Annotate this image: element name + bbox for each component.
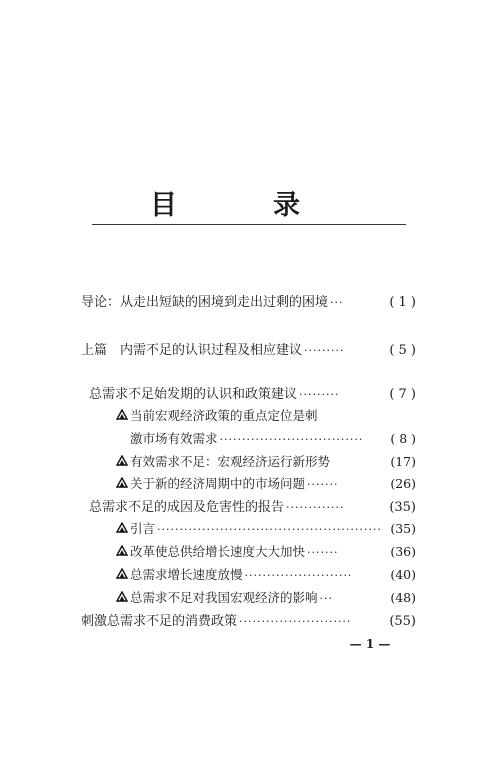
triangle-marker-icon	[116, 409, 128, 420]
entry-label: 导论：从走出短缺的困境到走出过剩的困境	[81, 295, 329, 310]
title-char-1: 目	[150, 190, 177, 221]
page-number: (35)	[390, 521, 416, 536]
toc-entry-section[interactable]	[116, 406, 416, 424]
entry-label: 关于新的经济周期中的市场问题	[130, 476, 306, 491]
page-number: (35)	[389, 500, 416, 515]
entry-label: 总需求不足对我国宏观经济的影响	[130, 590, 318, 605]
dot-leader: ·········	[299, 388, 340, 401]
toc-entry-chapter[interactable]	[89, 496, 416, 515]
entry-label: 激市场有效需求	[130, 431, 218, 446]
triangle-marker-icon	[116, 455, 128, 466]
page-number: (36)	[390, 544, 416, 559]
page-number: (26)	[390, 476, 416, 491]
dot-leader: ·························	[239, 615, 352, 628]
page-number: (40)	[390, 567, 416, 582]
toc-entry-section-continued[interactable]	[130, 429, 416, 447]
page-number: (48)	[390, 590, 416, 605]
page-number: ( 5 )	[389, 343, 416, 358]
page-folio: — 1 —	[349, 637, 391, 651]
toc-entry-intro[interactable]	[81, 291, 416, 310]
dot-leader: ························	[244, 569, 353, 582]
triangle-marker-icon	[116, 545, 128, 556]
toc-entry-part1[interactable]	[81, 339, 416, 358]
page-number: ( 1 )	[389, 295, 416, 310]
triangle-marker-icon	[116, 477, 128, 488]
entry-label: 总需求不足始发期的认识和政策建议	[89, 387, 298, 402]
dot-leader: ··················································	[157, 523, 382, 536]
toc-entry-chapter[interactable]	[81, 610, 416, 629]
dot-leader: ·········	[304, 344, 345, 357]
toc-entry-section[interactable]	[116, 565, 416, 583]
dot-leader: ·······	[307, 478, 339, 491]
page-number: ( 7 )	[389, 387, 416, 402]
dot-leader: ···	[319, 592, 334, 605]
entry-label: 有效需求不足：宏观经济运行新形势	[130, 454, 331, 469]
entry-label: 当前宏观经济政策的重点定位是刺	[130, 408, 318, 423]
entry-label: 引言	[130, 521, 156, 536]
dot-leader: ·······	[307, 546, 339, 559]
entry-label: 总需求不足的成因及危害性的报告	[89, 500, 285, 515]
dot-leader: ·············	[286, 501, 345, 514]
toc-entry-section[interactable]	[116, 542, 416, 560]
toc-entry-section[interactable]	[116, 452, 416, 470]
page-number: (55)	[389, 614, 416, 629]
dot-leader: ···	[330, 296, 344, 309]
toc-entry-chapter[interactable]	[89, 383, 416, 402]
entry-label: 改革使总供给增长速度大大加快	[130, 544, 306, 559]
title-char-2: 录	[273, 190, 300, 221]
toc-entry-section[interactable]	[116, 588, 416, 606]
dot-leader: ································	[219, 433, 364, 446]
page-number: ( 8 )	[390, 431, 416, 446]
triangle-marker-icon	[116, 522, 128, 533]
entry-label: 刺激总需求不足的消费政策	[81, 614, 238, 629]
toc-entry-section[interactable]	[116, 474, 416, 492]
triangle-marker-icon	[116, 568, 128, 579]
page-number: (17)	[390, 454, 416, 469]
entry-label: 上篇 内需不足的认识过程及相应建议	[81, 343, 303, 358]
toc-entry-section[interactable]	[116, 519, 416, 537]
entry-label: 总需求增长速度放慢	[130, 567, 243, 582]
triangle-marker-icon	[116, 591, 128, 602]
